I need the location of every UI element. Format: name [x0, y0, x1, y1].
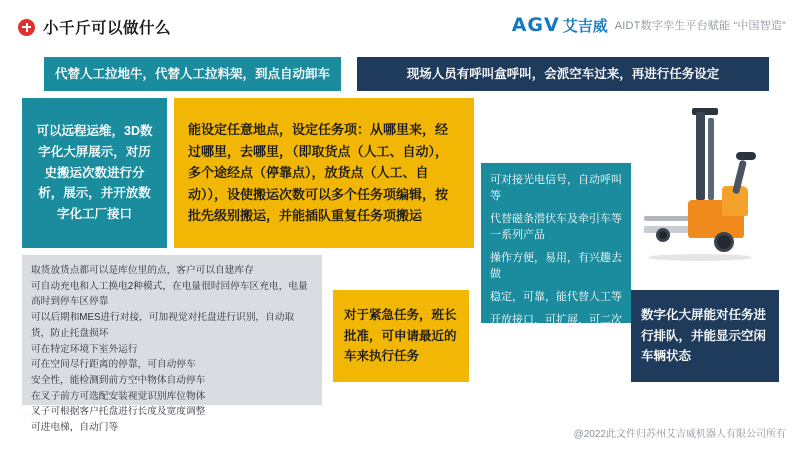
- page-title: [18, 16, 171, 38]
- mast-secondary: [708, 118, 714, 200]
- panel-remote-ops: 可以远程运维，3D数字化大屏展示，对历史搬运次数进行分析，展示，并开放数字化工厂接口: [22, 98, 167, 248]
- slide-header: [0, 0, 800, 48]
- brand-name-cn: 艾吉威: [562, 17, 608, 35]
- panel-dashboard-queue: 数字化大屏能对任务进行排队，并能显示空闲车辆状态: [631, 290, 779, 382]
- vehicle-shadow: [648, 254, 752, 261]
- banner-top-right: 现场人员有呼叫盒呼叫，会派空车过来，再进行任务设定: [357, 57, 769, 91]
- mast-primary: [696, 112, 705, 200]
- feature-item: 可在空间尽行距离的停靠，可自动停车: [31, 359, 196, 371]
- plus-circle-icon: [18, 19, 35, 36]
- rear-wheel: [714, 232, 734, 252]
- front-wheel: [656, 228, 670, 242]
- panel-capabilities-list: [481, 163, 631, 381]
- banner-top-left: 代替人工拉地牛，代替人工拉料架，到点自动卸车: [44, 57, 341, 91]
- copyright-text: @2022此文件归苏州艾吉威机器人有限公司所有: [573, 429, 786, 440]
- capability-item: 可对接光电信号，自动呼叫等: [490, 174, 622, 202]
- fork-upper: [644, 216, 690, 221]
- tiller-head: [736, 152, 756, 160]
- brand-lockup: [512, 14, 786, 36]
- panel-feature-details: [22, 255, 322, 434]
- feature-item: 安全性，能检测到前方空中物体自动停车: [31, 375, 206, 387]
- feature-item: 在叉子前方可选配安装视觉识别库位物体: [31, 390, 206, 402]
- feature-item: 可进电梯，自动门等: [31, 422, 119, 434]
- feature-item: 可在特定环境下室外运行: [31, 343, 138, 355]
- capability-item: 开放接口，可扩展，可二次开发应用: [490, 313, 622, 342]
- brand-tagline: AIDT数字孪生平台赋能 “中国智造”: [614, 20, 786, 32]
- capability-item: 代替磁条潜伏车及牵引车等一系列产品: [490, 212, 622, 241]
- feature-item: 取货放货点都可以是库位里的点，客户可以自建库存: [31, 265, 254, 276]
- capability-item: 操作方便，易用，有兴趣去做: [490, 251, 622, 280]
- forklift-illustration: [636, 108, 781, 268]
- capability-item: 稳定，可靠，能代替人工等: [490, 290, 622, 303]
- panel-task-settings: 能设定任意地点，设定任务项：从哪里来，经过哪里，去哪里，（即取货点（人工、自动），多个途经点（停靠点），放货点（人工、自动）），设使搬运次数可以多个任务项编辑，按批先级别搬运，并能插队重复任务项搬运: [174, 98, 474, 248]
- feature-item: 可以后期和MES进行对接，可加视觉对托盘进行识别，自动取货，防止托盘损坏: [31, 312, 295, 339]
- brand-logo: AGV: [511, 14, 560, 36]
- page-title-text: 小千斤可以做什么: [43, 20, 172, 37]
- capability-item: 改variable模式，不用运输工人，只有操作工人: [490, 352, 617, 381]
- feature-item: 叉子可根据客户托盘进行长度及宽度调整: [31, 406, 206, 418]
- panel-urgent-task: 对于紧急任务，班长批准，可申请最近的车来执行任务: [333, 290, 469, 382]
- feature-item: 可自动充电和人工换电2种模式，在电量很时回停车区充电，电量高时到停车区停靠: [31, 280, 308, 308]
